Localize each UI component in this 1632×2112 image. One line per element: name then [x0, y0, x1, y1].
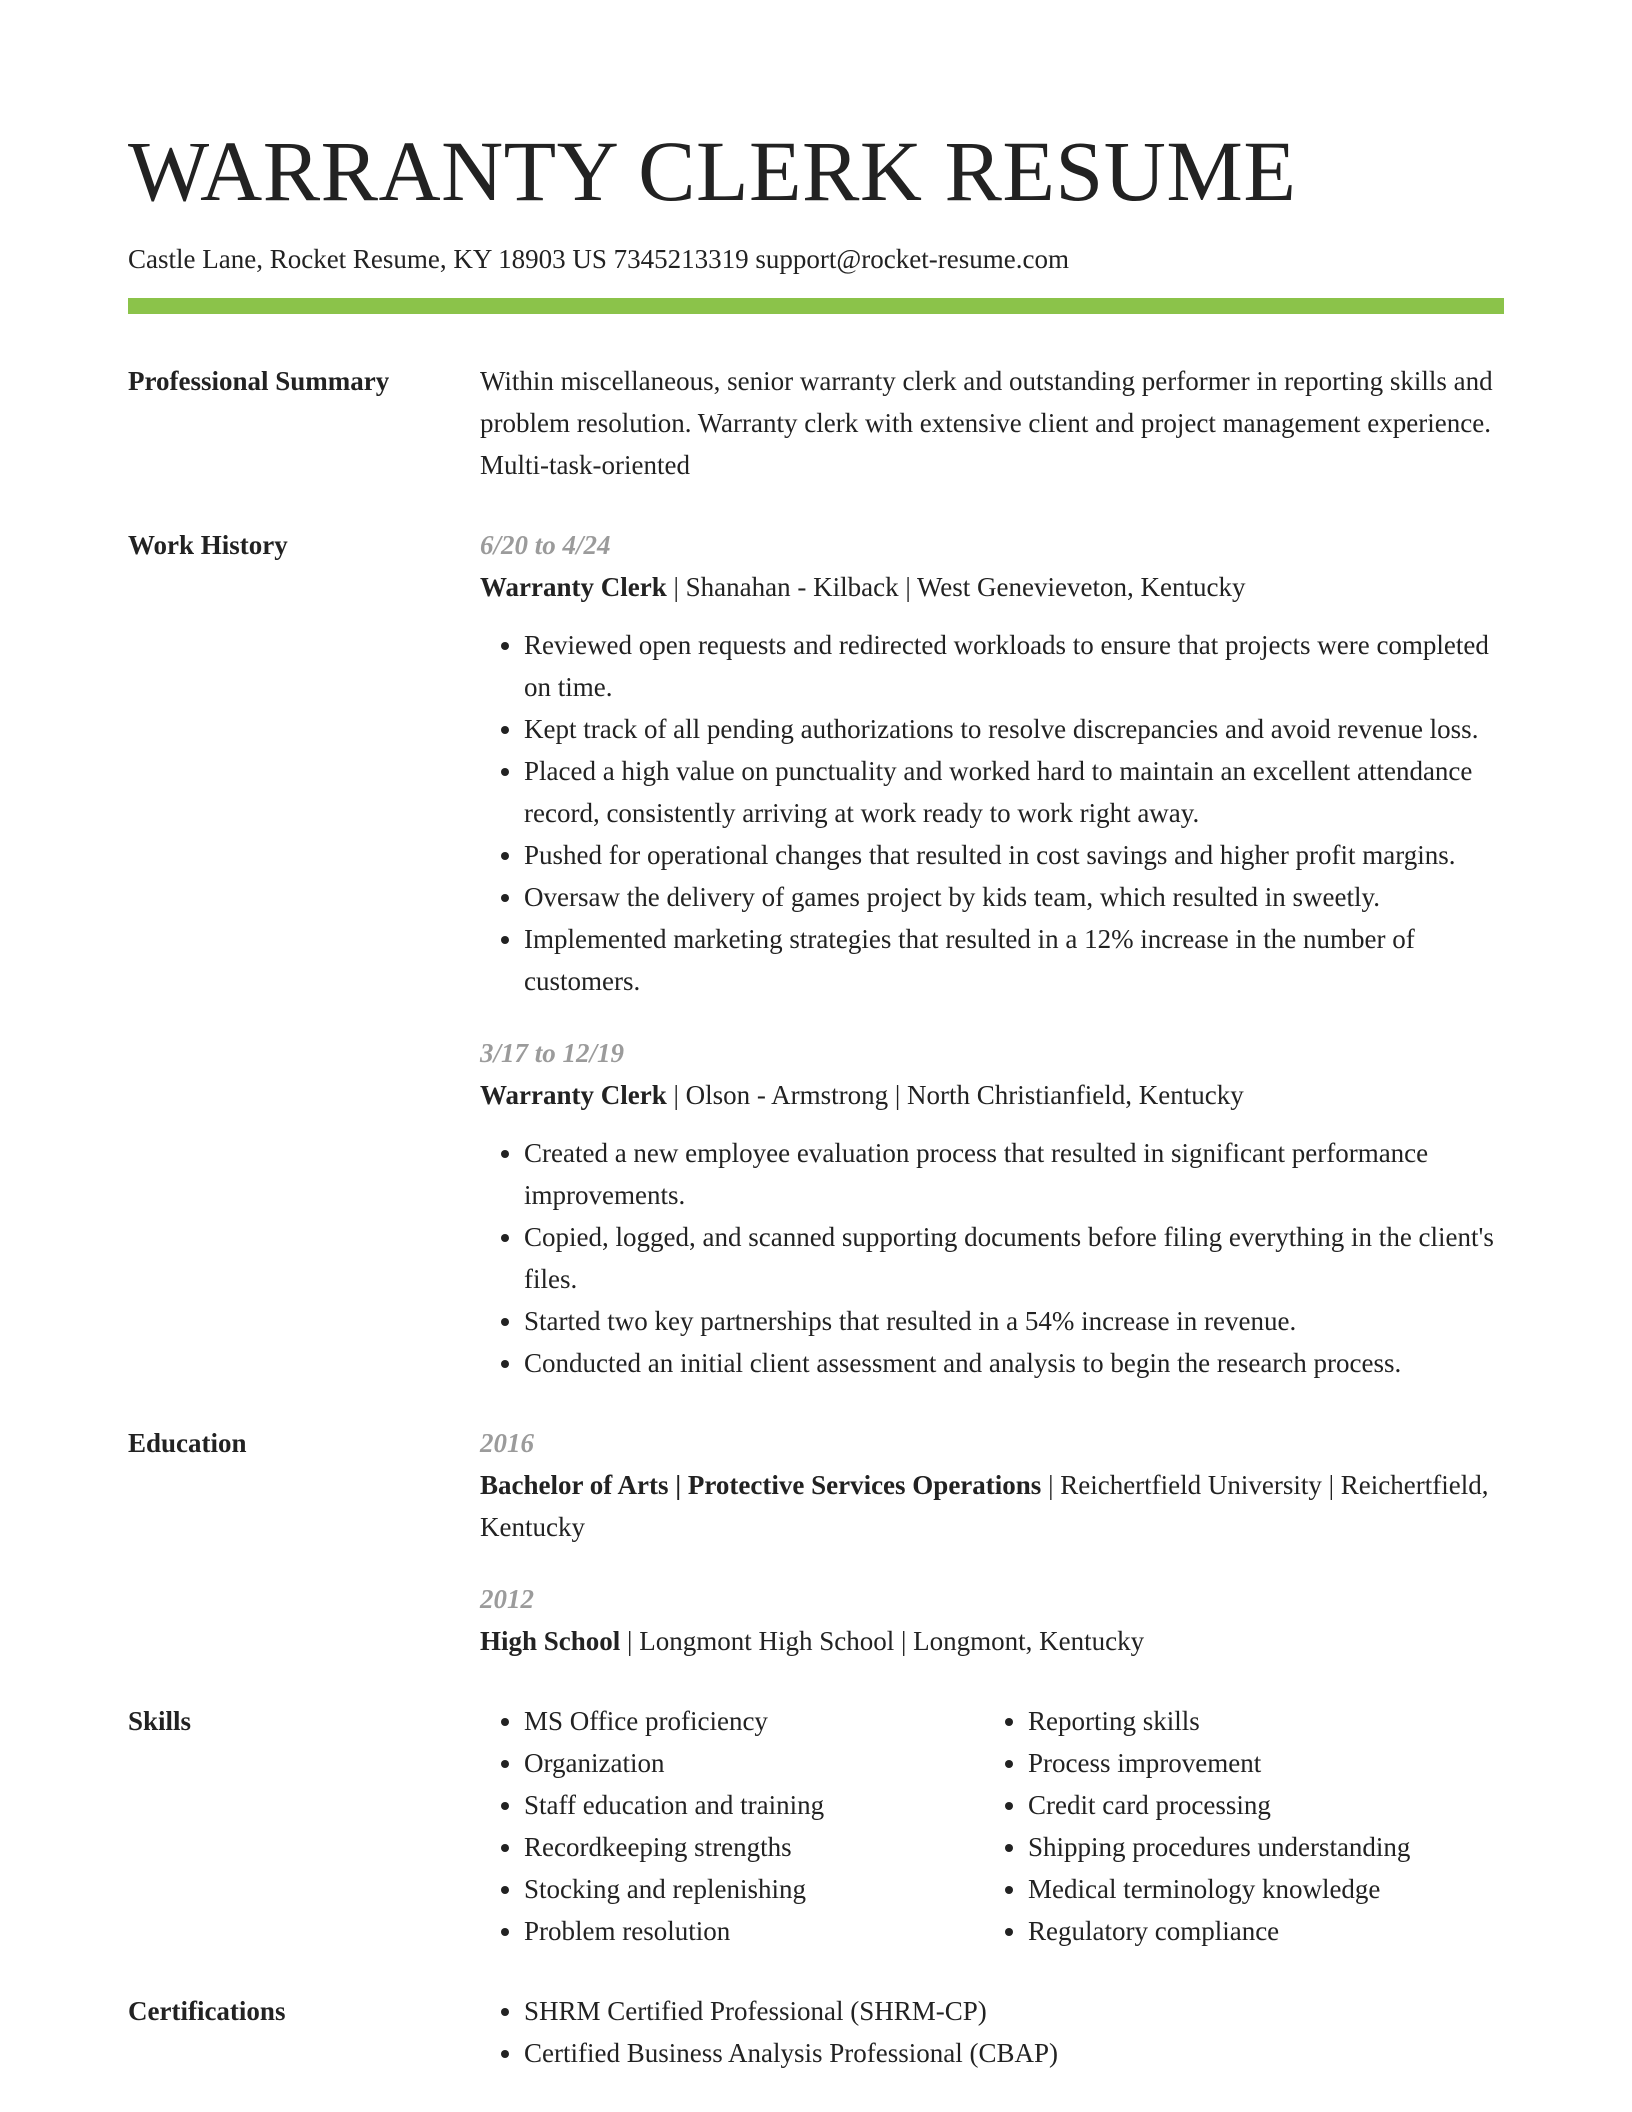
section-body	[480, 1422, 1504, 1662]
resume-page	[128, 0, 1504, 2112]
skill-item: • Staff education and training	[524, 1784, 984, 1826]
skill-item: • Stocking and replenishing	[524, 1868, 984, 1910]
list-item: • Placed a high value on punctuality and worked hard to maintain an excellent attendance record, consistently arriving at work ready to work right away.	[524, 750, 1504, 834]
education-year: 2012	[480, 1584, 534, 1614]
section-label: Professional Summary	[128, 366, 390, 396]
job-dates: 3/17 to 12/19	[480, 1038, 625, 1068]
list-item: • Kept track of all pending authorizations to resolve discrepancies and avoid revenue loss.	[524, 708, 1504, 750]
section-professional-summary	[128, 360, 1504, 486]
skills-list-right	[984, 1700, 1504, 1952]
resume-title: WARRANTY CLERK RESUME	[128, 123, 1297, 219]
skill-item: • Credit card processing	[1028, 1784, 1504, 1826]
section-body	[480, 1700, 1504, 1952]
section-body	[480, 524, 1504, 1384]
section-skills	[128, 1700, 1504, 1952]
certifications-list	[480, 1990, 1504, 2074]
education-details: | Reichertfield University | Reichertfield, Kentucky	[480, 1470, 1489, 1542]
list-item: • Copied, logged, and scanned supporting documents before filing everything in the client's files.	[524, 1216, 1504, 1300]
section-label: Education	[128, 1428, 247, 1458]
education-degree: High School	[480, 1626, 621, 1656]
header-divider	[128, 298, 1504, 314]
section-label: Work History	[128, 530, 288, 560]
skills-list-left	[480, 1700, 984, 1952]
education-line	[480, 1620, 1504, 1662]
summary-text: Within miscellaneous, senior warranty clerk and outstanding performer in reporting skills and problem resolution. Warranty clerk with extensive client and project management experience. Multi-task-oriented	[480, 366, 1493, 480]
education-year: 2016	[480, 1428, 534, 1458]
skill-item: • Process improvement	[1028, 1742, 1504, 1784]
list-item: • Conducted an initial client assessment and analysis to begin the research process.	[524, 1342, 1504, 1384]
skill-item: • Organization	[524, 1742, 984, 1784]
job-entry	[480, 524, 1504, 1002]
skill-item: • Regulatory compliance	[1028, 1910, 1504, 1952]
education-line	[480, 1464, 1504, 1548]
certification-item: • Certified Business Analysis Professional (CBAP)	[524, 2032, 1504, 2074]
job-bullets	[480, 1132, 1504, 1384]
list-item: • Oversaw the delivery of games project by kids team, which resulted in sweetly.	[524, 876, 1504, 918]
section-label: Skills	[128, 1706, 192, 1736]
skill-item: • Problem resolution	[524, 1910, 984, 1952]
education-entry	[480, 1578, 1504, 1662]
job-title: Warranty Clerk	[480, 1080, 667, 1110]
skill-item: • Medical terminology knowledge	[1028, 1868, 1504, 1910]
education-degree: Bachelor of Arts | Protective Services Operations	[480, 1470, 1042, 1500]
job-details: | Shanahan - Kilback | West Genevieveton, Kentucky	[666, 572, 1246, 602]
job-dates: 6/20 to 4/24	[480, 530, 611, 560]
list-item: • Implemented marketing strategies that resulted in a 12% increase in the number of customers.	[524, 918, 1504, 1002]
skills-columns	[480, 1700, 1504, 1952]
contact-line: Castle Lane, Rocket Resume, KY 18903 US 7345213319 support@rocket-resume.com	[128, 244, 1069, 274]
section-education	[128, 1422, 1504, 1662]
skill-item: • Shipping procedures understanding	[1028, 1826, 1504, 1868]
section-body	[480, 1990, 1504, 2074]
list-item: • Reviewed open requests and redirected workloads to ensure that projects were completed on time.	[524, 624, 1504, 708]
list-item: • Created a new employee evaluation process that resulted in significant performance improvements.	[524, 1132, 1504, 1216]
skill-item: • MS Office proficiency	[524, 1700, 984, 1742]
education-details: | Longmont High School | Longmont, Kentucky	[620, 1626, 1145, 1656]
certification-item: • SHRM Certified Professional (SHRM-CP)	[524, 1990, 1504, 2032]
section-body	[480, 360, 1504, 486]
job-details: | Olson - Armstrong | North Christianfield, Kentucky	[666, 1080, 1244, 1110]
list-item: • Started two key partnerships that resulted in a 54% increase in revenue.	[524, 1300, 1504, 1342]
job-title: Warranty Clerk	[480, 572, 667, 602]
section-certifications	[128, 1990, 1504, 2074]
resume-sections	[128, 360, 1504, 2074]
list-item: • Pushed for operational changes that resulted in cost savings and higher profit margins.	[524, 834, 1504, 876]
education-entry	[480, 1422, 1504, 1548]
section-label: Certifications	[128, 1996, 286, 2026]
job-bullets	[480, 624, 1504, 1002]
section-work-history	[128, 524, 1504, 1384]
skill-item: • Reporting skills	[1028, 1700, 1504, 1742]
job-entry	[480, 1032, 1504, 1384]
job-role-line	[480, 566, 1504, 608]
skill-item: • Recordkeeping strengths	[524, 1826, 984, 1868]
job-role-line	[480, 1074, 1504, 1116]
